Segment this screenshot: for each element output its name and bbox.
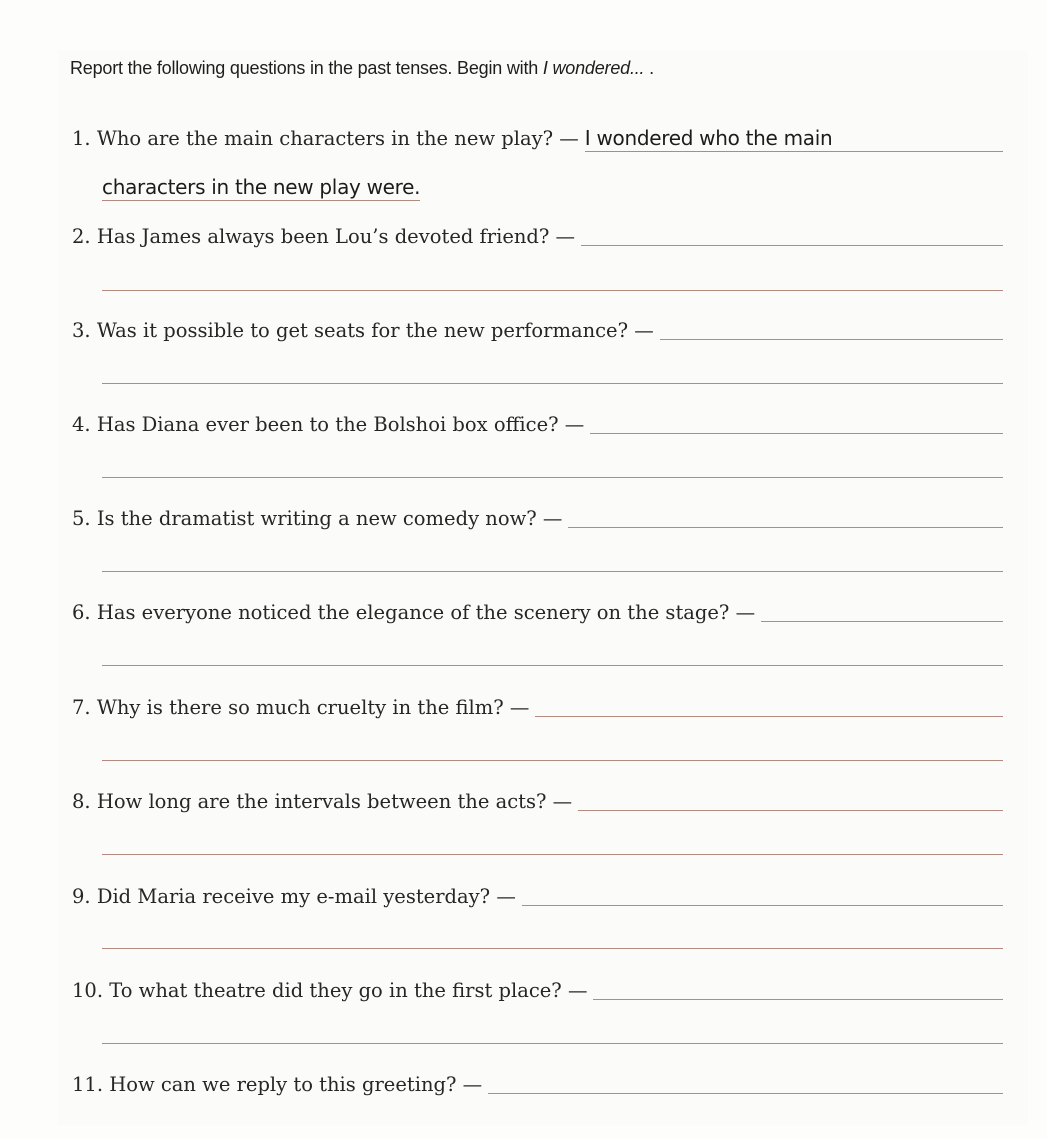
question-text: 1. Who are the main characters in the new play? — <box>72 127 579 150</box>
question-9 <box>72 882 1003 912</box>
question-text: 4. Has Diana ever been to the Bolshoi box office? — <box>72 413 585 436</box>
question-3 <box>72 316 1003 346</box>
instruction-italic: I wondered... <box>542 58 645 78</box>
answer-field[interactable] <box>590 433 1003 434</box>
answer-field[interactable] <box>761 621 1003 622</box>
question-text: 5. Is the dramatist writing a new comedy now? — <box>72 507 563 530</box>
answer-field[interactable] <box>593 999 1003 1000</box>
answer-field-line2[interactable] <box>102 760 1003 761</box>
answer-field[interactable] <box>522 905 1003 906</box>
answer-field-line2[interactable] <box>102 1043 1003 1044</box>
question-text: 2. Has James always been Lou’s devoted friend? — <box>72 225 576 248</box>
answer-field-line2[interactable] <box>102 571 1003 572</box>
question-8 <box>72 787 1003 817</box>
question-text: 10. To what theatre did they go in the first place? — <box>72 979 588 1002</box>
answer-field-line2[interactable] <box>102 290 1003 291</box>
answer-field-line2[interactable] <box>102 665 1003 666</box>
question-10 <box>72 976 1003 1006</box>
worksheet-page <box>58 50 1028 1125</box>
question-text: 9. Did Maria receive my e-mail yesterday? — <box>72 885 516 908</box>
answer-field[interactable] <box>578 810 1003 811</box>
question-2 <box>72 222 1003 252</box>
answer-field[interactable] <box>535 716 1003 717</box>
question-text: 6. Has everyone noticed the elegance of the scenery on the stage? — <box>72 601 756 624</box>
instruction-text: Report the following questions in the past tenses. Begin with <box>70 58 543 78</box>
question-text: 3. Was it possible to get seats for the new performance? — <box>72 319 654 342</box>
answer-field-line2[interactable] <box>102 854 1003 855</box>
question-6 <box>72 598 1003 628</box>
answer-field[interactable] <box>488 1093 1003 1094</box>
question-5 <box>72 504 1003 534</box>
answer-field-line2[interactable]: characters in the new play were. <box>102 175 421 199</box>
instruction <box>70 58 654 79</box>
question-1 <box>72 124 1003 154</box>
answer-field[interactable] <box>660 339 1003 340</box>
answer-field[interactable] <box>568 527 1003 528</box>
question-text: 11. How can we reply to this greeting? — <box>72 1073 483 1096</box>
answer-field-line2[interactable] <box>102 948 1003 949</box>
answer-field-line2[interactable] <box>102 383 1003 384</box>
question-text: 7. Why is there so much cruelty in the film? — <box>72 696 530 719</box>
answer-field[interactable] <box>581 245 1003 246</box>
answer-field-line2[interactable] <box>102 477 1003 478</box>
question-text: 8. How long are the intervals between the acts? — <box>72 790 573 813</box>
question-11 <box>72 1070 1003 1100</box>
instruction-end: . <box>644 58 654 78</box>
question-7 <box>72 693 1003 723</box>
question-4 <box>72 410 1003 440</box>
answer-field[interactable]: I wondered who the main <box>585 125 1003 152</box>
